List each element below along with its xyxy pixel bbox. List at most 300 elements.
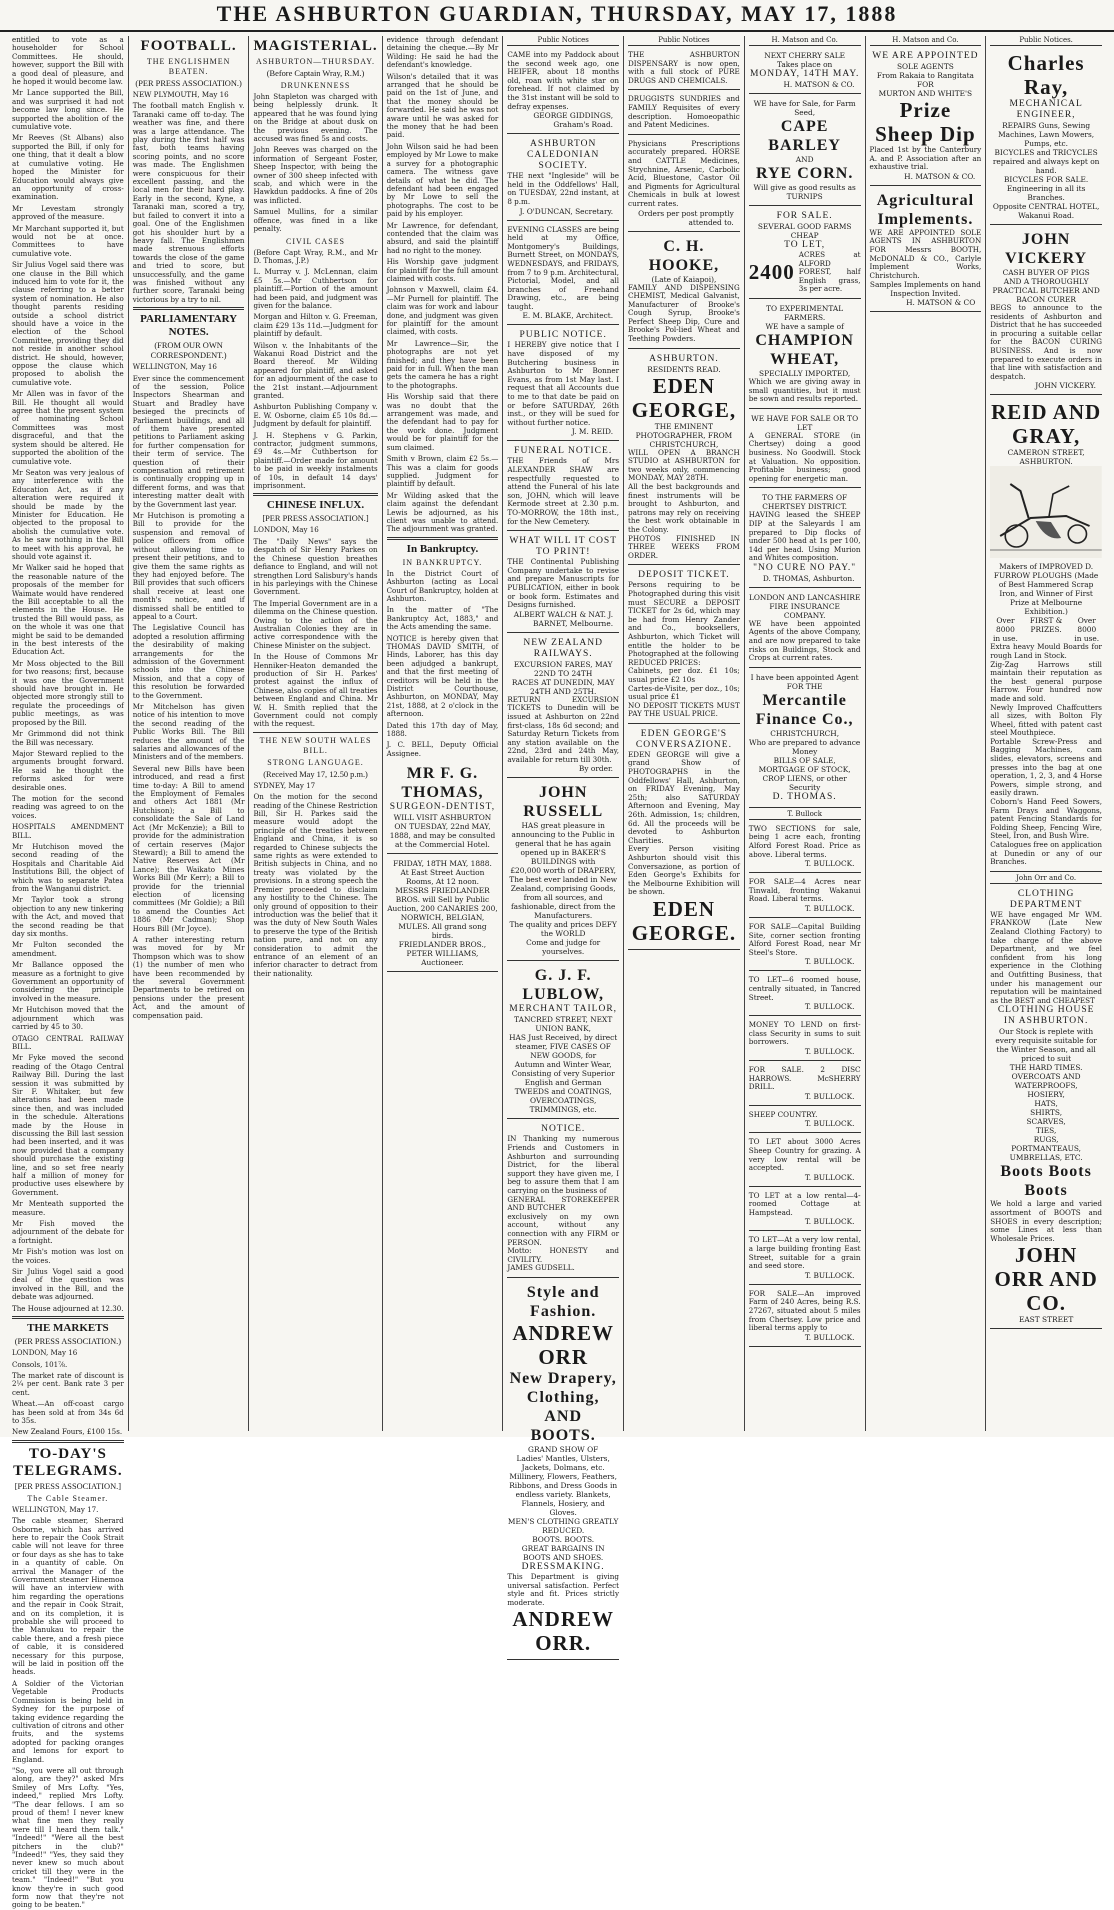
paragraph: LONDON, May 16 xyxy=(12,1348,78,1358)
acres-text: ACRES at ALFORD FOREST, half English grass, 3s per acre. xyxy=(798,250,861,294)
markets-report xyxy=(12,1349,124,1437)
paragraph: Mr Fish moved the adjournment of the debate for a fortnight. xyxy=(12,1219,124,1245)
column-8-head: H. Matson and Co. xyxy=(870,36,982,46)
cherry-title: NEXT CHERRY SALE xyxy=(764,51,846,60)
notice-ad xyxy=(507,327,619,441)
notice-ad xyxy=(507,533,619,633)
notice-ad xyxy=(507,136,619,220)
prize-sheep-dip: Prize Sheep Dip xyxy=(875,98,976,146)
telegrams-report xyxy=(12,1506,124,1910)
markets-source: (PER PRESS ASSOCIATION.) xyxy=(14,1337,122,1347)
parliamentary-notes xyxy=(133,363,245,1020)
orr-signature: ANDREW ORR. xyxy=(512,1607,615,1656)
bullock-ad xyxy=(749,1018,861,1061)
paragraph: Mr Hutchison moved the second reading of the Hospitals and Charitable Aid Institutions Bill, the object of which was to separate Patea from the Wanganui district. xyxy=(12,841,124,893)
ad-line: GENERAL STOREKEEPER AND BUTCHER xyxy=(507,1194,620,1213)
conversazione-text xyxy=(628,751,740,897)
dressmaking-title: DRESSMAKING. xyxy=(521,1561,605,1572)
notice-text xyxy=(507,1135,619,1273)
notice-text: I HEREBY give notice that I have disposed of my Butchering business in Ashburton to Mr Bonner Evans, as from 1st May last. I request that all Accounts due to me to that date be paid on or before SATURDAY, 26th inst., or they will be sued for without further notice. xyxy=(507,340,620,427)
telegrams-source: [PER PRESS ASSOCIATION.] xyxy=(14,1481,122,1491)
bullock-signature: T. BULLOCK. xyxy=(804,1119,855,1129)
paragraph: The market rate of discount is 2¼ per cent. Bank rate 3 per cent. xyxy=(12,1370,124,1397)
notice-title: ASHBURTON CALEDONIAN SOCIETY. xyxy=(527,139,600,172)
paragraph: His Worship said that there was no doubt that the arrangement was made, and the defendant had to pay for the work done. Judgment would be for plaintiff for the sum claimed. xyxy=(386,392,499,452)
paragraph: The Legislative Council has adopted a resolution affirming the desirability of making arrangements for the admission of the Government schools into the Chinese Mission, and that a copy of this resolution be forwarded to the Government. xyxy=(132,623,245,700)
ad-line: Newly Improved Chaffcutters all sizes, with Bolton Fly Wheel, fitted with patent cast steel Mouthpiece. xyxy=(990,702,1102,738)
fire-text: WE have been appointed Agents of the above Company, and are now prepared to take risks on Buildings, Stock and Crops at current rates. xyxy=(748,618,861,663)
sheep-dip-ad xyxy=(749,490,861,588)
auction-date: FRIDAY, 18TH MAY, 1888. xyxy=(393,859,492,869)
ad-line: BICYCLES FOR SALE. xyxy=(1003,175,1089,184)
dressmaking-text: This Department is giving universal satisfaction. Perfect style and fit. Prices strictly moderate. xyxy=(507,1571,620,1607)
vickery-signature: JOHN VICKERY. xyxy=(1035,381,1096,391)
bullock-ad-text: TO LET about 3000 Acres Sheep Country for grazing. A very low rental will be accepted. xyxy=(748,1137,861,1173)
sheep-dip-agents-ad xyxy=(870,48,982,186)
paragraph: Sir Julius Vogel said there was one clause in the Bill which induced him to vote for it, the clause referring to a better system of nomination. He also thought parents residing outside a school district should have a voice in the election of the School Committee, providing they did not reside in another school district. He should, however, oppose the clause which proposed to abolish the cumulative vote. xyxy=(12,260,124,387)
lublow-name: G. J. F. LUBLOW, xyxy=(522,967,604,1004)
ad-line: TIES, xyxy=(1035,1126,1057,1136)
paragraph: Consols, 101⅞. xyxy=(12,1359,68,1369)
notice-text: THE ASHBURTON DISPENSARY is now open, with a full stock of PURE DRUGS AND CHEMICALS. xyxy=(628,50,740,85)
column-5-head: Public Notices xyxy=(507,36,619,46)
column-6-head: Public Notices xyxy=(628,36,740,46)
ad-line: Ladies' Mantles, Ulsters, Jackets, Dolmans, etc. xyxy=(516,1453,610,1472)
reid-over-2: Over 8000 in use. xyxy=(1074,616,1100,644)
bullock-ad-text: FOR SALE. 2 DISC HARROWS. McSHERRY DRILL. xyxy=(748,1064,861,1092)
clothing-items xyxy=(990,1072,1102,1162)
notice-text: THE Friends of Mrs ALEXANDER SHAW are respectfully requested to attend the Funeral of his late son, JOHN, which will leave Kermode street at 2.30 p.m. TO-MORROW, the 18th inst., for the New Cemetery. xyxy=(507,456,620,526)
bullock-ad xyxy=(749,1189,861,1232)
store-title: WE HAVE FOR SALE OR TO LET xyxy=(751,413,859,432)
masthead-title: THE ASHBURTON GUARDIAN, THURSDAY, MAY 17, 1888 xyxy=(216,1,898,26)
paragraph: A rather interesting return was moved for by Mr Thompson which was to show (1) the number of men who have been recommended by the several Government Departments to be retired on pensions under the present Act, and the amount of compensation paid. xyxy=(132,934,245,1020)
ad-line: WILL OPEN A BRANCH STUDIO at ASHBURTON for two weeks only, commencing MONDAY, MAY 28TH. xyxy=(628,447,740,483)
civil-cases-head: CIVIL CASES xyxy=(286,236,345,246)
paragraph: The "Daily News" says the despatch of Sir Henry Parkes on the Chinese question breathes defiance to England, and will not strengthen Lord Salisbury's hands in his parleyings with the Chinese Government. xyxy=(253,536,378,597)
notice-ad xyxy=(507,48,619,134)
lublow-address: TANCRED STREET, NEXT UNION BANK, xyxy=(514,1015,613,1034)
masthead xyxy=(0,0,1114,32)
column-8 xyxy=(866,36,987,1431)
paragraph: Mr Levestam strongly approved of the measure. xyxy=(12,203,124,222)
champion-wheat: CHAMPION WHEAT, xyxy=(755,331,854,368)
mercantile-intro: I have been appointed Agent FOR THE xyxy=(750,672,859,691)
notice-ad xyxy=(507,443,619,531)
reid-over-1: Over 8000 in use. xyxy=(993,616,1018,644)
eden-george-big: EDEN GEORGE. xyxy=(631,896,737,945)
boots-title: Boots Boots Boots xyxy=(1000,1163,1092,1200)
notice-ad xyxy=(628,48,740,90)
hard-times: THE HARD TIMES. xyxy=(1009,1063,1083,1073)
chertsey-title: TO THE FARMERS OF CHERTSEY DISTRICT. xyxy=(762,493,848,512)
ad-line: BICYCLES and TRICYCLES repaired and always kept on hand. xyxy=(992,148,1100,175)
hooke-ad xyxy=(628,234,740,349)
mercantile-ad xyxy=(749,670,861,808)
paragraph: LONDON, May 16 xyxy=(253,525,319,535)
paragraph: Mr Lawrence—Sir, the photographs are not yet finished; and they have been paid for in full. When the man gets the camera he has a right to the photographs. xyxy=(386,338,499,390)
cherry-text: Takes place on xyxy=(776,60,833,69)
paragraph: Mr Fyke moved the second reading of the Otago Central Railway Bill. During the last session it was submitted by Sir F. Whitaker, but few alterations had been made since then, and was included in the schedule. Alterations made by the House in discussing the Bill last session had been inserted, and it was now provided that a company should purchase the existing line, and so set free nearly half a million of money for productive uses elsewhere by Government. xyxy=(12,1053,124,1197)
paragraph: Mr Allen was in favor of the Bill. He thought all would agree that the present system of nominating School Committees was most disgraceful, and that the system should be altered. He supported the abolition of the cumulative vote. xyxy=(12,389,124,466)
paragraph: Morgan and Hilton v. G. Freeman, claim £29 13s 11d.—Judgment for plaintiff by default. xyxy=(253,312,378,339)
chertsey-signature: D. THOMAS, Ashburton. xyxy=(762,573,855,583)
notice-text: THE Continental Publishing Company undertake to revise and prepare Manuscripts for PUBLICATION, either in book or book form. Estimates and Designs furnished. xyxy=(507,557,620,610)
russell-name: JOHN RUSSELL xyxy=(523,784,604,821)
paragraph: "So, you were all out through along, are they?" asked Mrs Smiley of Mrs Lofty. "Yes, indeed," replied Mrs Lofty. "The dear fellows. I am so proud of them! I never knew what fine men they really were till I heard them talk." "Indeed!" "Were all the best pitchers in the club?" "Indeed!" "Yes, they said they never knew so much about cricket till they were in the team." "Indeed!" "But you know they're in such good form now that they're not going to be beaten." xyxy=(12,1765,124,1910)
ad-line: Cartes-de-Visite, per doz., 10s; usual price £1 xyxy=(628,683,740,702)
reid-address: CAMERON STREET, xyxy=(1007,448,1085,458)
ad-line: REDUCED PRICES: xyxy=(628,657,701,667)
ad-line: SHIRTS, xyxy=(1030,1108,1063,1118)
lublow-ad xyxy=(507,963,619,1119)
notice-sub: EXCURSION FARES, MAY 22ND TO 24TH xyxy=(513,659,613,678)
barley-ad xyxy=(749,96,861,206)
parliament-report xyxy=(12,36,124,1313)
ad-line: BILLS OF SALE, xyxy=(773,755,836,765)
orr-big-name: JOHN ORR AND CO. xyxy=(994,1243,1098,1316)
paragraph: J. C. BELL, Deputy Official Assignee. xyxy=(386,740,499,758)
rye-corn: RYE CORN. xyxy=(755,165,854,182)
ad-line: WILL VISIT ASHBURTON ON TUESDAY, 22nd MAY, 1888, and may be consulted at the Commercial Hotel. xyxy=(389,813,496,850)
vickery-ad xyxy=(990,227,1102,395)
ad-line: OVERCOATS AND WATERPROOFS, xyxy=(1011,1072,1081,1091)
ad-line: BOOTS. BOOTS. xyxy=(532,1534,595,1544)
eden-george-subtitle: THE EMINENT PHOTOGRAPHER, FROM CHRISTCHURCH, xyxy=(635,421,733,449)
ad-line: Extra heavy Mould Boards for rough Land in Stock. xyxy=(990,642,1102,660)
vickery-subtitle: CASH BUYER OF PIGS xyxy=(1002,268,1090,277)
paragraph: The Imperial Government are in a dilemma on the Chinese question. Owing to the action of the Australian Colonies they are in active correspondence with the Chinese Minister on the subject. xyxy=(253,598,378,650)
ad-line: Consisting of very Superior English and German TWEEDS and COATINGS, OVERCOATINGS, TRIMMINGS, etc. xyxy=(511,1069,615,1115)
russell-ad xyxy=(507,780,619,961)
paragraph: John Reeves was charged on the information of Sergeant Foster, Sheep Inspector, with being the owner of 300 sheep infected with scab, and which were in the Hawkdun paddocks. A fine of 20s was inflicted. xyxy=(253,145,378,205)
parliamentary-notes-title: PARLIAMENTARY NOTES. xyxy=(140,313,238,339)
paragraph: Mr Taylor took a strong objection to any new tinkering with the Act, and moved that the second reading be that day six months. xyxy=(12,895,124,939)
ad-line: REPAIRS Guns, Sewing Machines, Lawn Mowers, Pumps, etc. xyxy=(998,121,1095,148)
reid-city: ASHBURTON. xyxy=(1019,457,1073,467)
ad-line: Coborn's Hand Feed Sowers, Farm Drays and Waggons, patent Fencing Standards for Folding Sheep, Fencing Wire, Steel, Iron, and Bush Wire. xyxy=(990,797,1102,841)
notice-ad xyxy=(628,137,740,232)
paragraph: J. H. Stephens v G. Parkin, contractor, judgment summons, £9 4s.—Mr Cuthbertson for plaintiff.—Order made for amount to be paid in weekly instalments of 10s, in default 14 days' imprisonment. xyxy=(253,430,378,491)
column-4 xyxy=(383,36,504,1431)
paragraph: Mr Reeves (St Albans) also supported the Bill, if only for one thing, that it dealt a blow at cumulative voting. He hoped the Minister for Education would always give an opportunity of cross-examination. xyxy=(12,133,124,202)
paragraph: WELLINGTON, May 16 xyxy=(132,362,217,372)
bullock-ad-text: FOR SALE—4 Acres near Tinwald, fronting Wakanui Road. Liberal terms. xyxy=(748,877,861,904)
mercantile-name: Mercantile Finance Co., xyxy=(755,691,854,728)
paragraph: entitled to vote as a householder for School Committees. He should, however, support the Bill with a good deal of pleasure, and he hoped it would become law. xyxy=(12,35,124,87)
dispensary-notices xyxy=(628,48,740,232)
notice-sig: J. O'DUNCAN, Secretary. xyxy=(519,206,614,216)
ad-line: Come and judge for yourselves. xyxy=(526,938,601,957)
agricultural-text: WE ARE APPOINTED SOLE AGENTS IN ASHBURTON FOR Messrs BOOTH, McDONALD & CO., Carlyle Implement Works, Christchurch. xyxy=(869,227,982,280)
paragraph: Dated this 17th day of May, 1888. xyxy=(386,720,499,739)
eden-george-ad xyxy=(628,351,740,566)
orr-ad xyxy=(507,1280,619,1660)
ray-subtitle: MECHANICAL ENGINEER, xyxy=(1009,99,1083,120)
ad-line: Portable Screw-Press and Bagging Machines, cam slides, elevators, screens and presses into the bag at one operation, 1, 2, 3, and 4 Horse Powers, simple strong, and easily drawn. xyxy=(990,736,1102,798)
reid-prizes: FIRST & PRIZES. xyxy=(1029,616,1063,635)
bullock-signature: T. BULLOCK. xyxy=(804,1217,855,1227)
paragraph: Mr Walker said he hoped that the reasonable nature of the proposals of the member for Waimate would have rendered the Bill acceptable to all the elements in the House. He trusted the Bill would pass, as on the whole it was one that might be said to be demanded in the best interests of the Education Act. xyxy=(12,563,124,657)
football-title: FOOTBALL. xyxy=(140,38,237,54)
eden-george-text xyxy=(628,449,740,561)
lublow-text xyxy=(507,1033,619,1114)
paragraph: Mr Menteath supported the measure. xyxy=(12,1199,124,1217)
parliamentary-notes-source: (FROM OUR OWN CORRESPONDENT.) xyxy=(150,341,227,361)
champion-subtitle: SPECIALLY IMPORTED, xyxy=(759,368,851,378)
eden-george-name: EDEN GEORGE, xyxy=(631,373,737,422)
notice-text: THE next "Ingleside" will be held in the Oddfellows' Hall, on TUESDAY, 22nd instant, at 8 p.m. xyxy=(507,171,620,206)
clothing-house: CLOTHING HOUSE IN ASHBURTON. xyxy=(997,1005,1095,1027)
notice-sub2: RACES AT DUNEDIN, MAY 24TH AND 25TH. xyxy=(511,677,615,696)
farms-text: SEVERAL GOOD FARMS CHEAP xyxy=(757,222,852,240)
column-9-head: Public Notices. xyxy=(990,36,1102,46)
column-7-head: H. Matson and Co. xyxy=(749,36,861,46)
fire-insurance-ad xyxy=(749,590,861,668)
paragraph: The motion for the second reading was agreed to on the voices. xyxy=(12,793,124,820)
ad-line: £20,000 worth of DRAPERY, xyxy=(510,866,616,876)
mercantile-text: Who are prepared to advance Money xyxy=(748,737,861,756)
column-9 xyxy=(986,36,1106,1431)
football-subtitle: THE ENGLISHMEN BEATEN. xyxy=(146,57,231,76)
magisterial-judge: (Before Captain Wray, R.M.) xyxy=(266,69,365,78)
clothing-stock: Our Stock is replete with every requisite suitable for the Winter Season, and all priced to suit xyxy=(995,1027,1097,1064)
cherry-signature: H. MATSON & CO. xyxy=(783,80,855,89)
bullock-signature: T. BULLOCK. xyxy=(804,904,855,913)
store-text: A GENERAL STORE (in Chertsey) doing a good business. No Goodwill. Stock at Valuation. No opposition. Profitable business; good opening for energetic man. xyxy=(748,430,861,483)
bullock-ad-text: TWO SECTIONS for sale, being 1 acre each, fronting Alford Forest Road. Price as above. Liberal terms. xyxy=(748,823,861,859)
agricultural-implements-ad xyxy=(870,188,982,313)
clothing-text: WE have engaged Mr WM. FRANKOW (Late New Zealand Clothing Factory) to take charge of the above Department, and we feel confident from his long experience in the Clothing and Outfitting Business, that under his management our reputation will be maintained as the BEST and CHEAPEST xyxy=(990,909,1102,1005)
paragraph: Ever since the commencement of the session, Police Inspectors Shearman and Stuart and Bradley have besieged the precincts of Parliament buildings, and all of them have presented petitions to Parliament asking for further compensation for their term of service. The question of their compensation and retirement is continually cropping up in different forms, and was that interesting matter dealt with by the Government last year. xyxy=(132,373,245,509)
deposit-title: DEPOSIT TICKET. xyxy=(638,570,730,581)
reid-caption: Makers of IMPROVED D. FURROW PLOUGHS (Made of Best Hammered Scrap Iron, and Winner of First Prize at Melbourne Exhibition.) xyxy=(993,562,1099,617)
bullock-ad-text: TO LET—6 roomed house, centrally situated, in Tancred Street. xyxy=(748,975,861,1002)
paragraph: evidence through defendant detaining the cheque.—By Mr Wilding: He said he had the defendant's knowledge. xyxy=(386,35,499,70)
clothing-title: CLOTHING DEPARTMENT xyxy=(1009,888,1083,910)
orr-headlines xyxy=(507,1369,619,1445)
markets-title: THE MARKETS xyxy=(27,1322,109,1335)
ad-headline: Clothing, xyxy=(526,1388,600,1406)
football-report xyxy=(133,91,245,304)
agricultural-signature: H. MATSON & CO xyxy=(906,298,976,308)
paragraph: Wilson v. the Inhabitants of the Wakanui Road District and the Board thereof. Mr Wilding appeared for plaintiff, and asked for an adjournment of the case to the 21st instant.—Adjournment granted. xyxy=(253,340,378,400)
ad-line: MEN'S CLOTHING GREATLY REDUCED. xyxy=(507,1516,619,1535)
bullock-signature: T. BULLOCK. xyxy=(804,1332,855,1342)
hooke-text: FAMILY AND DISPENSING CHEMIST, Medical Galvanist, Manufacturer of Brooke's Cough Syrup, Brooke's Perfect Sheep Dip, Cure and Brooke's Pol-lied Wheat and Teething Powders. xyxy=(628,282,740,344)
bullock-ad xyxy=(749,1108,861,1134)
murton-white: MURTON AND WHITE'S xyxy=(878,89,973,98)
ad-line: IN Thanking my numerous Friends and Customers in Ashburton and surrounding District, for the liberal support they have given me, I beg to assure them that I am carrying on the business of xyxy=(507,1134,620,1196)
bullock-signature: T. BULLOCK. xyxy=(804,1270,855,1280)
vickery-name: JOHN VICKERY xyxy=(1005,231,1088,267)
boots-text: We hold a large and varied assortment of BOOTS and SHOES in every description; some Lines at less than Wholesale Prices. xyxy=(990,1199,1102,1243)
ad-line: The best ever landed in New Zealand, comprising Goods, from all sources, and fashionable, direct from the Manufacturers. xyxy=(509,875,618,921)
dentist-text xyxy=(387,813,499,849)
bullock-head: T. Bullock xyxy=(749,810,861,820)
vickery-text: BEGS to announce to the residents of Ashburton and District that he has succeeded in procuring a suitable cellar for the BACON CURING BUSINESS. And is now prepared to execute orders in that line with satisfaction and despatch. xyxy=(990,303,1102,381)
ad-line: JAMES GUDSELL. xyxy=(507,1263,575,1273)
notice-ad xyxy=(507,635,619,779)
paragraph: The House adjourned at 12.30. xyxy=(12,1303,124,1313)
ad-line: MESSRS FRIEDLANDER BROS. will Sell by Public Auction, 200 CANARIES 200, NORWICH, BELGIAN, MULES. All grand song birds. xyxy=(387,886,498,941)
ad-line: Every Person visiting Ashburton should visit this Conversazione, as portion of Eden George's Exhibits for the Melbourne Exhibition will be shown. xyxy=(628,844,740,897)
paragraph: John Stapleton was charged with being helplessly drunk. It appeared that he was found lying on the Bridge at about dusk on the previous evening. The accused was fined 5s and costs. xyxy=(253,92,378,144)
chinese-influx-title: CHINESE INFLUX. xyxy=(266,499,365,512)
orr-head: John Orr and Co. xyxy=(990,874,1102,884)
paragraph: On the motion for the second reading of the Chinese Restriction Bill, Sir H. Parkes said the measure would adopt the principle of the treaties between England and China, it is so regarded to Chinese subjects the same rights as were extended to British subjects in China, and no treaty was violated by the provisions. In a strong speech the Premier proceeded to disclaim any hostility to the Chinese. The only ground of opposition to their introduction was the belief that it was the duty of New South Wales to preserve the type of the British nation pure, and not on any consideration to admit the entrance of an element of an inferior character to detract from their nationality. xyxy=(253,792,378,978)
ad-line: HATS, xyxy=(1034,1099,1058,1109)
ad-line: exclusively on my own account, without any connection with any FIRM or PERSON. xyxy=(507,1211,620,1247)
ad-headline: AND xyxy=(544,1407,583,1425)
bullock-ad xyxy=(749,1135,861,1186)
bullock-ad-text: TO LET at a low rental—4-roomed Cottage at Hampstead. xyxy=(748,1190,861,1217)
football-source: (PER PRESS ASSOCIATION.) xyxy=(135,79,242,88)
nsw-bill-subtitle: STRONG LANGUAGE. xyxy=(267,757,364,767)
conversazione-ad xyxy=(628,726,740,950)
reid-gray-ad xyxy=(990,397,1102,871)
for-sale: FOR SALE. xyxy=(776,211,833,221)
notice-text: RETURN EXCURSION TICKETS to Dunedin will be issued at Ashburton on 22nd first-class, 18s 6d second; and Saturday Return Tickets from any station available on the 22nd, 23rd and 24th May, available for return till 30th. xyxy=(507,694,620,764)
ad-line: Engineering in all its Branches. xyxy=(1006,184,1086,202)
ad-headline: New Drapery, xyxy=(509,1369,617,1387)
nsw-bill-title: THE NEW SOUTH WALES BILL. xyxy=(259,735,372,755)
plough-illustration xyxy=(990,466,1102,558)
notice-sig: Orders per post promptly attended to. xyxy=(638,208,734,227)
bullock-signature: T. BULLOCK. xyxy=(804,1002,855,1012)
ad-line: GRAND SHOW OF xyxy=(528,1444,599,1454)
prize-text: Placed 1st by the Canterbury A. and P. Association after an exhaustive trial. xyxy=(869,145,982,172)
chinese-influx-source: [PER PRESS ASSOCIATION.] xyxy=(262,514,369,524)
bullock-signature: T. BULLOCK. xyxy=(804,1091,855,1101)
sole-agents: SOLE AGENTS xyxy=(896,62,954,71)
notice-title: PUBLIC NOTICE. xyxy=(519,330,607,341)
notice-text: CAME into my Paddock about the second week ago, one HEIFER, about 18 months old, roan with white star on forehead. If not claimed by the 31st instant will be sold to defray expenses. xyxy=(507,50,620,111)
bullock-signature: T. BULLOCK. xyxy=(804,957,855,967)
notice-text: Physicians Prescriptions accurately prepared. HORSE and CATTLE Medicines, Strychnine, Arsenic, Carbolic Acid, Bluestone, Castor Oil and Pigments for Agricultural Chemicals in bulk at lowest current rates. xyxy=(628,138,740,208)
ray-name: Charles Ray, xyxy=(1007,51,1085,99)
paragraph: Wheat.—An off-coast cargo has been sold at from 34s 6d to 35s. xyxy=(12,1399,124,1425)
bullock-ad-text: MONEY TO LEND on first-class Security in sums to suit borrowers. xyxy=(748,1020,861,1047)
paragraph: Mr Moss objected to the Bill for two reasons; first, because it was one the Government should have brought in. He objected more strongly still to regulate the proceedings of public meetings, as was proposed by the Bill. xyxy=(12,658,124,727)
public-notices xyxy=(507,48,619,778)
notice-text: DRUGGISTS SUNDRIES and FAMILY Requisites of every description. Homoeopathic and Patent Medicines. xyxy=(628,94,740,130)
farms-ad xyxy=(749,208,861,299)
bullock-ad-text: SHEEP COUNTRY. xyxy=(748,1109,818,1119)
samples-text: Samples Implements on hand xyxy=(869,280,981,290)
bullock-ad-text: FOR SALE—An improved Farm of 240 Acres, being R.S. 27267, situated about 5 miles from Chertsey. Low price and liberal terms apply to xyxy=(748,1288,861,1333)
paragraph: The football match English v. Taranaki came off to-day. The weather was fine, and there was a large attendance. The play during the first half was fast, both teams having scoring points, and no score was made. The Englishmen were conspicuous for their excellent passing, and the local men for their hard play. Early in the second, Kyne, a Taranaki man, scored a try, but failed to convert it into a goal. One of the Englishmen got his shoulder hurt by a heavy fall. The Englishmen made strenuous efforts towards the close of the game and tried to score, but unsuccessfully, and the game was finished without any further score, Taranaki being victorious by a try to nil. xyxy=(132,101,245,304)
paragraph: John Wilson said he had been employed by Mr Lowe to make a survey for a photographic camera. The witness gave details of what he did. The defendant had been engaged by Mr Lowe to sell the photographs. The cost to be paid by his employer. xyxy=(386,141,499,219)
paragraph: NOTICE is hereby given that THOMAS DAVID SMITH, of Hinds, Laborer, has this day been adjudged a bankrupt, and that the first meeting of creditors will be held in the District Courthouse, Ashburton, on MONDAY, May 21st, 1888, at 2 o'clock in the afternoon. xyxy=(386,633,499,719)
ad-line: Autumn and Winter Wear, xyxy=(514,1060,612,1070)
bullock-ad xyxy=(749,1233,861,1284)
clothing-department-ad xyxy=(990,886,1102,1330)
ad-line: NO DEPOSIT TICKETS MUST PAY THE USUAL PRICE. xyxy=(628,700,740,719)
paragraph: A Soldier of the Victorian Vegetable Products Commission is being held in Sydney for the purpose of taking evidence regarding the cultivation of citrons and other fruits, and the systems adopted for packing oranges and lemons for export to England. xyxy=(12,1678,124,1764)
ad-line: MORTGAGE OF STOCK, xyxy=(758,764,851,774)
ad-line: All the best backgrounds and finest instruments will be brought to Ashburton, and patrons may rely on receiving the best work obtainable in the Colony. xyxy=(628,482,740,534)
paragraph: (Before Capt Wray, R.M., and Mr D. Thomas, J.P.) xyxy=(253,247,378,265)
notice-sig: J. M. REID. xyxy=(571,427,614,437)
and-label: AND xyxy=(795,155,814,164)
prize-signature: H. MATSON & CO. xyxy=(904,171,976,181)
ad-line: FRIEDLANDER BROS., PETER WILLIAMS, Auctioneer. xyxy=(398,940,487,968)
deposit-ticket-ad xyxy=(628,567,740,724)
hooke-name: C. H. HOOKE, xyxy=(648,237,720,274)
ad-line: Persons requiring to be Photographed during this visit must SECURE a DEPOSIT TICKET for 2s 6d, which may be had from Henry Zander and Co., booksellers, Ashburton, which Ticket will entitle the holder to be Photographed at the following xyxy=(628,580,740,659)
fire-title: LONDON AND LANCASHIRE FIRE INSURANCE COMPANY. xyxy=(748,592,861,620)
ad-headline: BOOTS. xyxy=(530,1426,596,1444)
ad-line: Motto: HONESTY and CIVILITY. xyxy=(507,1246,620,1264)
paragraph: Mr Fish's motion was lost on the voices. xyxy=(12,1247,124,1265)
bankruptcy-subtitle: IN BANKRUPTCY. xyxy=(402,557,483,567)
cape-barley: CAPE BARLEY xyxy=(768,118,841,154)
paragraph: Mr Marchant supported it, but would not be at once. Committees to have cumulative vote. xyxy=(12,223,124,258)
orr-text xyxy=(507,1445,619,1562)
bullock-signature: T. BULLOCK. xyxy=(804,859,855,869)
turnip-text: Will give as good results as TURNIPS xyxy=(753,183,856,201)
notice-text: EVENING CLASSES are being held at my Office, Montgomery's Buildings, Burnett Street, on MONDAYS, WEDNESDAYS, and FRIDAYS, from 7 to 9 p.m. Architectural, Pictorial, Model, and all branches of Freehand Drawing, etc., are being taught. xyxy=(507,224,620,311)
ad-line: CROP LIENS, or other Security xyxy=(762,773,847,792)
gudsell-notice xyxy=(507,1121,619,1278)
bullock-ad xyxy=(749,973,861,1016)
nsw-bill-report xyxy=(253,782,377,978)
paragraph: SYDNEY, May 17 xyxy=(253,780,316,790)
ad-line: Millinery, Flowers, Feathers, Ribbons, and Dress Goods in endless variety. Blankets, Flannels, Hosiery, and Gloves. xyxy=(509,1471,618,1517)
bullock-ad xyxy=(749,1063,861,1106)
paragraph: L. Murray v. J. McLennan, claim £5 5s.—Mr Cuthbertson for plaintiff.—Portion of the amount had been paid, and judgment was given for the balance. xyxy=(253,267,378,310)
dentist-ad xyxy=(387,761,499,854)
charles-ray-ad xyxy=(990,48,1102,225)
paragraph: The cable steamer, Sherard Osborne, which has arrived here to repair the Cook Strait cable will not leave for three or four days as she has to take in a quantity of cable. On arrival the Manager of the Government steamer Hinemoa will have an interview with him regarding the operations and the repair in Cook Strait, and on its completion, it is probable she will proceed to the Manukau to repair the cable there, and a fresh piece of cable, it is considered necessary for this purpose, will be laid in position off the heads. xyxy=(12,1516,124,1677)
bullock-ad xyxy=(749,875,861,918)
paragraph: Mr Seaton was very jealous of any interference with the Education Act, as if any alteration were required it should be made by the Minister for Education. He objected to the proposal to abolish the cumulative vote. As he saw nothing in the Bill to meet with his approval, he should vote against it. xyxy=(12,467,124,561)
bullock-ad-text: FOR SALE—Capital Building Site, corner section fronting Alford Forest Road, near Mr Steel's Store. xyxy=(748,922,861,957)
residents-read: RESIDENTS READ. xyxy=(647,364,721,374)
vickery-subtitle-2: AND A THOROUGHLY PRACTICAL BUTCHER AND BACON CURER xyxy=(992,277,1100,304)
lublow-subtitle: MERCHANT TAILOR, xyxy=(509,1004,618,1015)
paragraph: Mr Lance supported the Bill, and was surprised it had not become law long since. He supported the abolition of the cumulative vote. xyxy=(12,88,124,132)
canaries-auction-ad xyxy=(387,856,499,972)
mercantile-items xyxy=(749,756,861,792)
court-report-continued xyxy=(387,36,499,534)
civil-cases-report xyxy=(253,249,377,491)
ad-line: HAS great pleasure in announcing to the Public in general that he has again opened up in BAKER'S BUILDINGS with xyxy=(511,821,615,867)
drunkenness-head: DRUNKENNESS xyxy=(280,81,351,90)
reid-name: REID AND GRAY, xyxy=(991,400,1102,449)
column-2 xyxy=(129,36,250,1431)
bullock-signature: T. BULLOCK. xyxy=(804,1046,855,1056)
magisterial-report xyxy=(253,93,377,234)
champion-text: Which we are giving away in small quantities, but it must be sown and results reported. xyxy=(748,376,861,404)
notice-title: NEW ZEALAND RAILWAYS. xyxy=(523,637,604,659)
paragraph: Mr Hutchison is promoting a Bill to provide for the suspension and removal of police officers from office without allowing time to present their petitions, and to give them the same rights as they had enjoyed before. The Bill provides that such officers shall receive at least one month's notice, and if dismissed shall be entitled to appeal to a Court. xyxy=(132,511,245,621)
ad-line: GREAT BARGAINS IN BOOTS AND SHOES. xyxy=(521,1543,605,1562)
experimental-title: TO EXPERIMENTAL FARMERS. xyxy=(766,303,844,322)
notice-title: NOTICE. xyxy=(541,1124,586,1135)
chinese-influx-report xyxy=(253,526,377,728)
bankruptcy-title: In Bankruptcy. xyxy=(406,542,479,555)
notice-sig: E. M. BLAKE, Architect. xyxy=(522,311,614,321)
no-cure-no-pay: "NO CURE NO PAY." xyxy=(753,562,857,573)
store-ad xyxy=(749,411,861,489)
paragraph: Ashburton Publishing Company v. E. W. Osborne, claim £5 10s 8d.—Judgment by default for plaintiff. xyxy=(253,402,378,429)
notice-ad xyxy=(628,92,740,134)
magisterial-subtitle: ASHBURTON—THURSDAY. xyxy=(255,57,376,66)
bullock-ad xyxy=(749,920,861,971)
east-street: EAST STREET xyxy=(1018,1315,1074,1325)
